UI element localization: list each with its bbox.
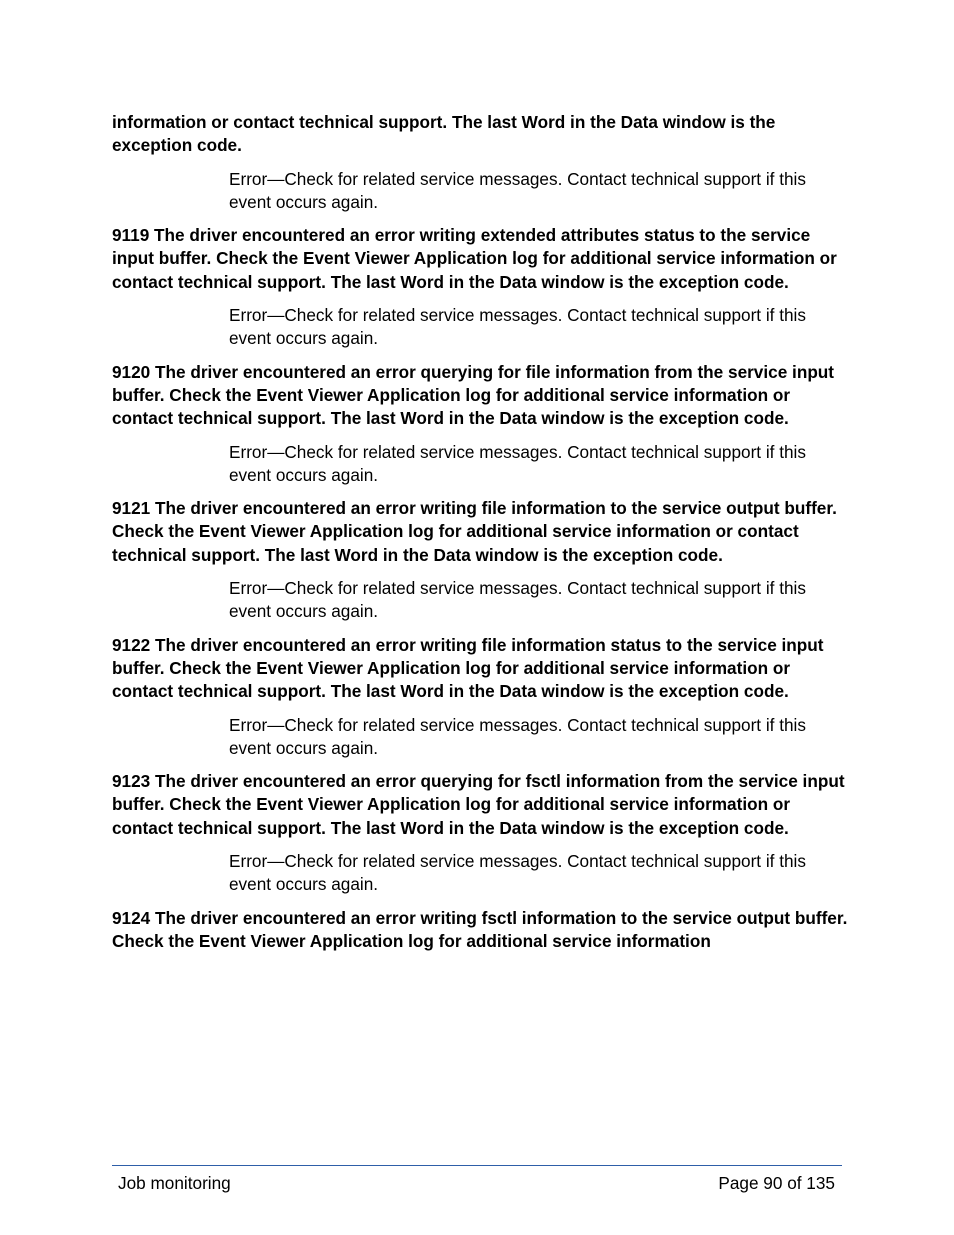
event-description: Error—Check for related service messages. Contact technical support if this event occurs again. xyxy=(229,305,806,349)
event-heading-9120: 9120 The driver encountered an error querying for file information from the service input buffer. Check the Event Viewer Application log for additional service information or contact technical support. The last Word in the Data window is the exception code. xyxy=(112,361,835,429)
footer-section-title: Job monitoring xyxy=(118,1173,231,1193)
event-description: Error—Check for related service messages. Contact technical support if this event occurs again. xyxy=(229,168,806,212)
event-description: Error—Check for related service messages. Contact technical support if this event occurs again. xyxy=(229,441,806,485)
event-heading-9124: 9124 The driver encountered an error writing fsctl information to the service output buffer. Check the Event Viewer Application log for additional service information xyxy=(112,907,848,951)
footer-page-number: Page 90 of 135 xyxy=(718,1173,835,1193)
event-heading-9121: 9121 The driver encountered an error writing file information to the service output buffer. Check the Event Viewer Application log for additional service information or contact technical support. The last Word in the Data window is the exception code. xyxy=(112,498,837,565)
event-heading-9122: 9122 The driver encountered an error writing file information status to the service input buffer. Check the Event Viewer Application log for additional service information or contact technical support. The last Word in the Data window is the exception code. xyxy=(112,634,824,702)
document-body xyxy=(112,111,848,953)
event-description: Error—Check for related service messages. Contact technical support if this event occurs again. xyxy=(229,578,806,622)
event-heading-9123: 9123 The driver encountered an error querying for fsctl information from the service input buffer. Check the Event Viewer Application log for additional service information or contact technical support. The last Word in the Data window is the exception code. xyxy=(112,771,845,838)
event-heading-continued: information or contact technical support. The last Word in the Data window is the exception code. xyxy=(112,112,776,156)
event-heading-9119: 9119 The driver encountered an error writing extended attributes status to the service input buffer. Check the Event Viewer Application log for additional service information or contact technical support. The last Word in the Data window is the exception code. xyxy=(112,225,837,292)
footer-divider xyxy=(112,1165,842,1166)
event-description: Error—Check for related service messages. Contact technical support if this event occurs again. xyxy=(229,851,806,895)
event-description: Error—Check for related service messages. Contact technical support if this event occurs again. xyxy=(229,714,806,758)
